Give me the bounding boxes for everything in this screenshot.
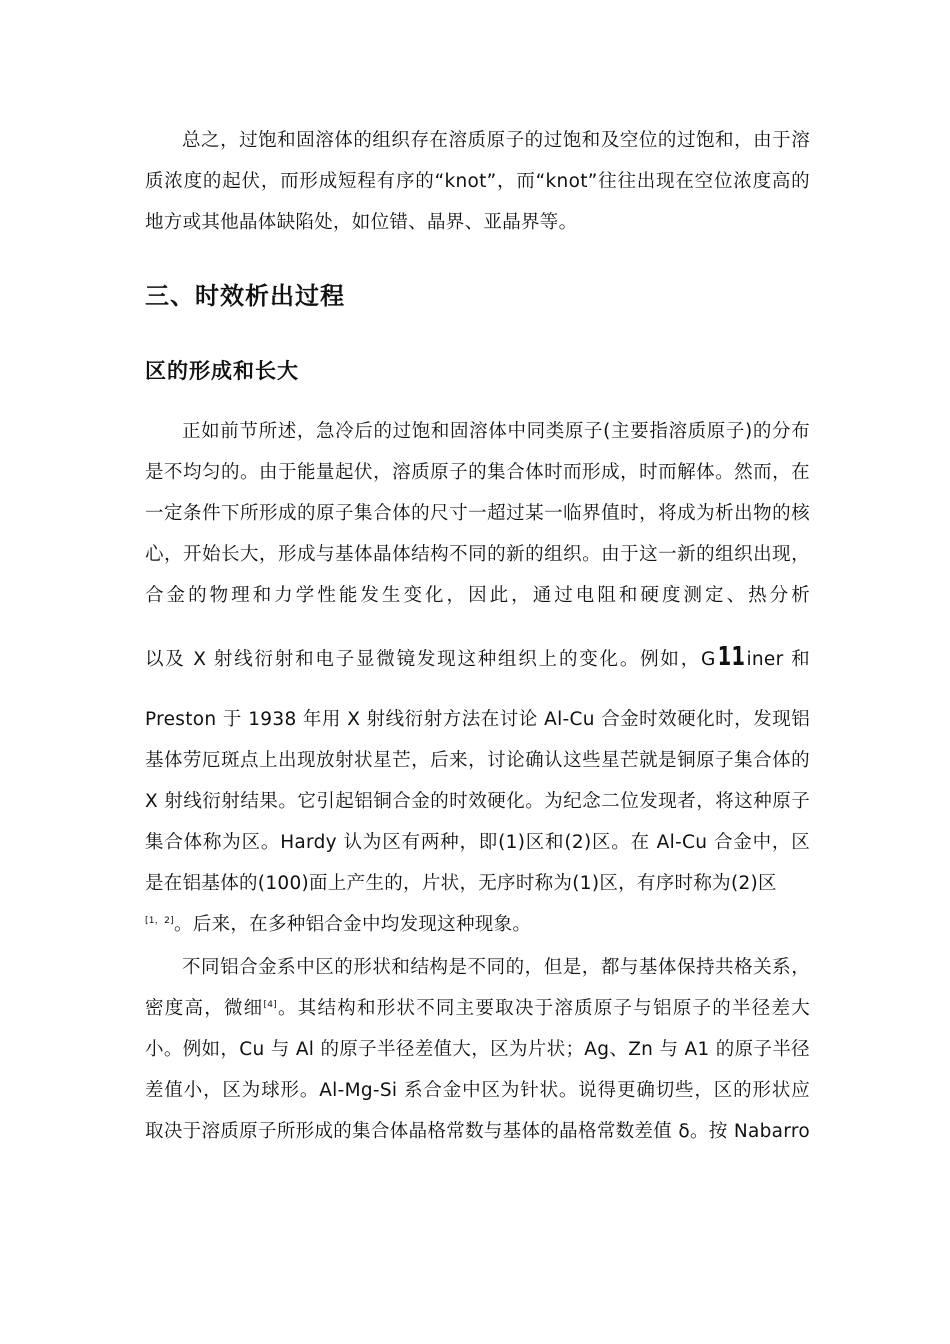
paragraph-formation-end: 。后来，在多种铝合金中均发现这种现象。 <box>173 914 532 935</box>
garbled-glyph: 11 <box>717 642 745 672</box>
paragraph-formation-part1: 正如前节所述，急冷后的过饱和固溶体中同类原子(主要指溶质原子)的分布是不均匀的。由于能量起伏，溶质原子的集合体时而形成，时而解体。然而，在一定条件下所形成的原子集合体的尺寸一超过某一临界值时，将成为析出物的核心，开始长大，形成与基体晶体结构不同的新的组织。由于这一新的组织出现，合金的物理和力学性能发生变化，因此，通过电阻和硬度测定、热分析 <box>145 421 810 606</box>
citation-ref-1-2: [1，2] <box>145 916 174 926</box>
paragraph-formation-line <box>145 642 810 672</box>
paragraph-summary: 总之，过饱和固溶体的组织存在溶质原子的过饱和及空位的过饱和，由于溶质浓度的起伏，而形成短程有序的“knot”，而“knot”往往出现在空位浓度高的地方或其他晶体缺陷处，如位错、晶界、亚晶界等。 <box>145 130 810 233</box>
subsection-heading: 区的形成和长大 <box>145 359 299 383</box>
section-heading: 三、时效析出过程 <box>145 282 345 310</box>
line-text-start: 以及 X 射线衍射和电子显微镜发现这种组织上的变化。例如，G <box>145 649 716 670</box>
paragraph-shape-text-b: 。其结构和形状不同主要取决于溶质原子与铝原子的半径差大小。例如，Cu 与 Al 的原子半径差值大，区为片状；Ag、Zn 与 A1 的原子半径差值小，区为球形。Al-Mg-Si 系合金中区为针状。说得更确切些，区的形状应取决于溶质原子所形成的集合体晶格常数与基体的晶格常数差值 δ。按 Nabarro <box>145 998 810 1142</box>
paragraph-shape-structure <box>145 947 810 1152</box>
line-text-end: iner 和 <box>746 649 810 670</box>
paragraph-shape-text-a: 不同铝合金系中区的形状和结构是不同的，但是，都与基体保持共格关系，密度高，微细 <box>145 957 810 1019</box>
paragraph-formation-part2 <box>145 699 810 945</box>
citation-ref-4: [4] <box>263 1000 278 1010</box>
paragraph-formation-text: Preston 于 1938 年用 X 射线衍射方法在讨论 Al-Cu 合金时效硬化时，发现铝基体劳厄斑点上出现放射状星芒，后来，讨论确认这些星芒就是铜原子集合体的 X 射线衍射结果。它引起铝铜合金的时效硬化。为纪念二位发现者，将这种原子集合体称为区。Hardy 认为区有两种，即(1)区和(2)区。在 Al-Cu 合金中，区是在铝基体的(100)面上产生的，片状，无序时称为(1)区，有序时称为(2)区 <box>145 709 810 894</box>
